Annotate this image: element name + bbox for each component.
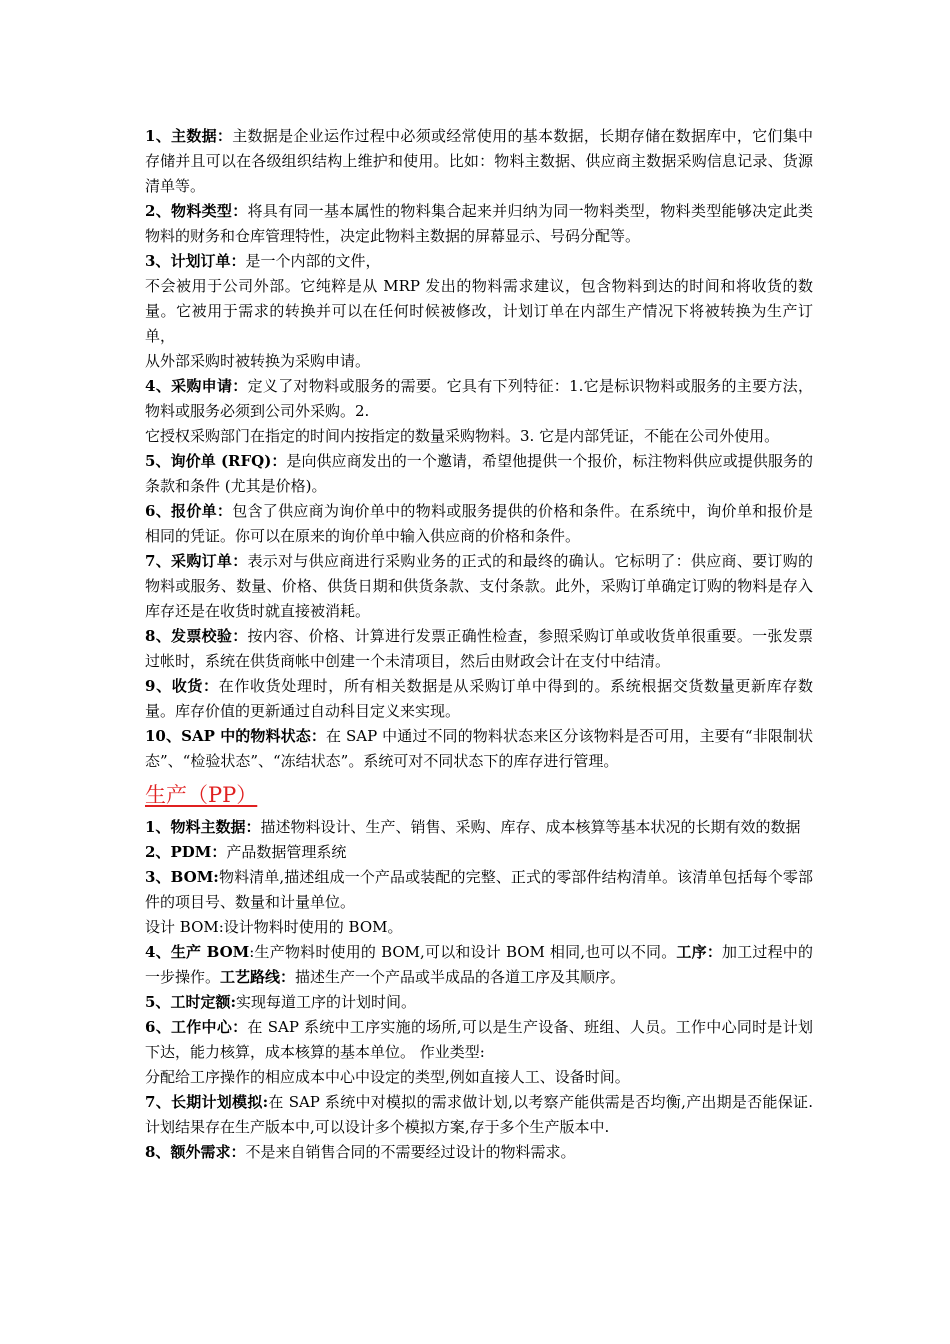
- mm-item-5: 5、询价单 (RFQ)：是向供应商发出的一个邀请，希望他提供一个报价，标注物料供应或提供服务的条款和条件 (尤其是价格)。: [145, 452, 813, 495]
- pp-item-4: 4、生产 BOM:生产物料时使用的 BOM,可以和设计 BOM 相同,也可以不同。工序：加工过程中的一步操作。工艺路线：描述生产一个产品或半成品的各道工序及其顺序。: [145, 943, 813, 986]
- mm-item-9: 9、收货：在作收货处理时，所有相关数据是从采购订单中得到的。系统根据交货数量更新库存数量。库存价值的更新通过自动科目定义来实现。: [145, 677, 813, 720]
- mm-item-10: 10、SAP 中的物料状态：在 SAP 中通过不同的物料状态来区分该物料是否可用，主要有“非限制状态”、“检验状态”、“冻结状态”。系统可对不同状态下的库存进行管理。: [145, 727, 813, 770]
- mm-item-4-cont-1: 它授权采购部门在指定的时间内按指定的数量采购物料。3. 它是内部凭证，不能在公司外使用。: [145, 427, 780, 445]
- pp-item-3-cont-1: 设计 BOM:设计物料时使用的 BOM。: [145, 918, 403, 936]
- mm-item-3-cont-1: 不会被用于公司外部。它纯粹是从 MRP 发出的物料需求建议，包含物料到达的时间和将收货的数量。它被用于需求的转换并可以在任何时候被修改，计划订单在内部生产情况下将被转换为生产订单，: [145, 277, 813, 345]
- pp-item-2: 2、PDM：产品数据管理系统: [145, 843, 347, 861]
- pp-section-title: 生产（PP）: [145, 783, 258, 807]
- pp-item-7: 7、长期计划模拟:在 SAP 系统中对模拟的需求做计划,以考察产能供需是否均衡,产出期是否能保证.计划结果存在生产版本中,可以设计多个模拟方案,存于多个生产版本中.: [145, 1093, 814, 1136]
- mm-item-7: 7、采购订单：表示对与供应商进行采购业务的正式的和最终的确认。它标明了：供应商、要订购的物料或服务、数量、价格、供货日期和供货条款、支付条款。此外，采购订单确定订购的物料是存入库存还是在收货时就直接被消耗。: [145, 552, 813, 620]
- pp-item-8: 8、额外需求：不是来自销售合同的不需要经过设计的物料需求。: [145, 1143, 576, 1161]
- mm-item-6: 6、报价单：包含了供应商为询价单中的物料或服务提供的价格和条件。在系统中，询价单和报价是相同的凭证。你可以在原来的询价单中输入供应商的价格和条件。: [145, 502, 813, 545]
- pp-item-3: 3、BOM:物料清单,描述组成一个产品或装配的完整、正式的零部件结构清单。该清单包括每个零部件的项目号、数量和计量单位。: [145, 868, 814, 911]
- pp-item-1: 1、物料主数据：描述物料设计、生产、销售、采购、库存、成本核算等基本状况的长期有效的数据: [145, 818, 801, 836]
- pp-item-5: 5、工时定额:实现每道工序的计划时间。: [145, 993, 416, 1011]
- mm-item-3: 3、计划订单：是一个内部的文件，: [145, 252, 381, 270]
- mm-item-2: 2、物料类型：将具有同一基本属性的物料集合起来并归纳为同一物料类型，物料类型能够决定此类物料的财务和仓库管理特性，决定此物料主数据的屏幕显示、号码分配等。: [145, 202, 813, 245]
- mm-item-8: 8、发票校验：按内容、价格、计算进行发票正确性检查，参照采购订单或收货单很重要。一张发票过帐时，系统在供货商帐中创建一个未清项目，然后由财政会计在支付中结清。: [145, 627, 813, 670]
- mm-item-4: 4、采购申请：定义了对物料或服务的需要。它具有下列特征：1.它是标识物料或服务的主要方法，物料或服务必须到公司外采购。2.: [145, 377, 813, 420]
- pp-item-6: 6、工作中心：在 SAP 系统中工序实施的场所,可以是生产设备、班组、人员。工作中心同时是计划下达，能力核算，成本核算的基本单位。 作业类型:: [145, 1018, 813, 1061]
- document-body: [145, 124, 813, 1165]
- mm-item-1: 1、主数据：主数据是企业运作过程中必须或经常使用的基本数据，长期存储在数据库中，它们集中存储并且可以在各级组织结构上维护和使用。比如：物料主数据、供应商主数据采购信息记录、货源清单等。: [145, 127, 813, 195]
- pp-item-6-cont-1: 分配给工序操作的相应成本中心中设定的类型,例如直接人工、设备时间。: [145, 1068, 630, 1086]
- mm-item-3-cont-2: 从外部采购时被转换为采购申请。: [145, 352, 371, 370]
